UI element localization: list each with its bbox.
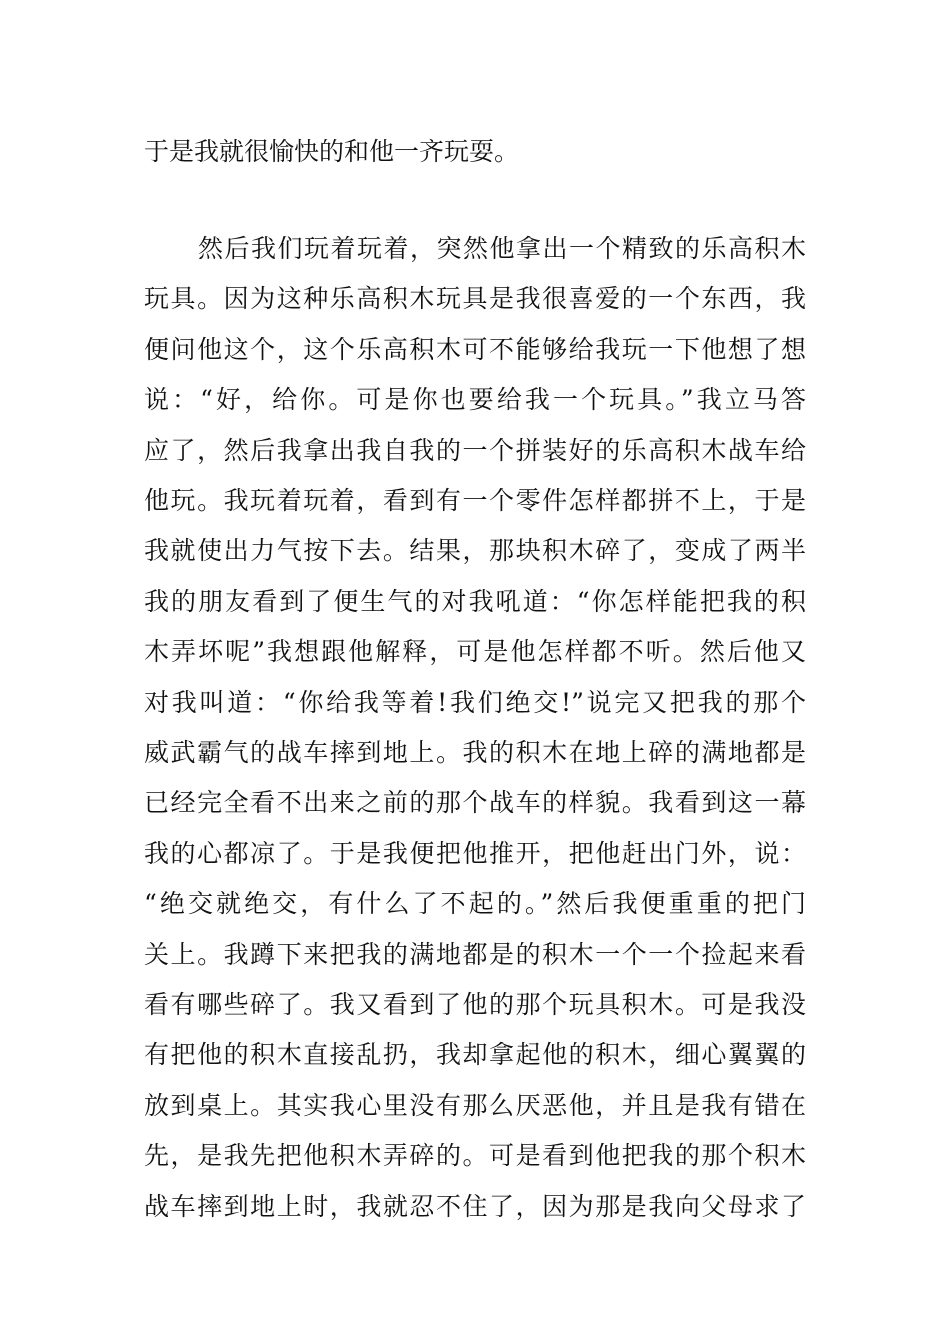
text-line-p2-2: 玩具。因为这种乐高积木玩具是我很喜爱的一个东西，我: [144, 284, 806, 313]
text-line-p2-6: 他玩。我玩着玩着，看到有一个零件怎样都拼不上，于是: [144, 486, 806, 515]
text-line-p2-18: 放到桌上。其实我心里没有那么厌恶他，并且是我有错在: [144, 1091, 806, 1120]
text-line-p2-9: 木弄坏呢”我想跟他解释，可是他怎样都不听。然后他又: [144, 637, 806, 666]
text-line-p2-8: 我的朋友看到了便生气的对我吼道：“你怎样能把我的积: [144, 587, 806, 616]
text-line-p2-12: 已经完全看不出来之前的那个战车的样貌。我看到这一幕: [144, 788, 806, 817]
text-line-p2-1: 然后我们玩着玩着，突然他拿出一个精致的乐高积木: [198, 234, 806, 263]
text-line-p2-14: “绝交就绝交，有什么了不起的。”然后我便重重的把门: [144, 889, 806, 918]
text-line-p2-13: 我的心都凉了。于是我便把他推开，把他赶出门外，说：: [144, 839, 806, 868]
text-line-p2-15: 关上。我蹲下来把我的满地都是的积木一个一个捡起来看: [144, 940, 806, 969]
text-line-p2-7: 我就使出力气按下去。结果，那块积木碎了，变成了两半: [144, 536, 806, 565]
text-line-p2-19: 先，是我先把他积木弄碎的。可是看到他把我的那个积木: [144, 1141, 806, 1170]
text-line-p1-1: 于是我就很愉快的和他一齐玩耍。: [144, 137, 520, 166]
text-line-p2-17: 有把他的积木直接乱扔，我却拿起他的积木，细心翼翼的: [144, 1040, 806, 1069]
text-line-p2-11: 威武霸气的战车摔到地上。我的积木在地上碎的满地都是: [144, 738, 806, 767]
text-line-p2-10: 对我叫道：“你给我等着!我们绝交!”说完又把我的那个: [144, 688, 806, 717]
text-line-p2-5: 应了，然后我拿出我自我的一个拼装好的乐高积木战车给: [144, 436, 806, 465]
text-line-p2-20: 战车摔到地上时，我就忍不住了，因为那是我向父母求了: [144, 1192, 806, 1221]
text-line-p2-4: 说：“好，给你。可是你也要给我一个玩具。”我立马答: [144, 385, 806, 414]
text-line-p2-16: 看有哪些碎了。我又看到了他的那个玩具积木。可是我没: [144, 990, 806, 1019]
text-line-p2-3: 便问他这个，这个乐高积木可不能够给我玩一下他想了想: [144, 335, 806, 364]
